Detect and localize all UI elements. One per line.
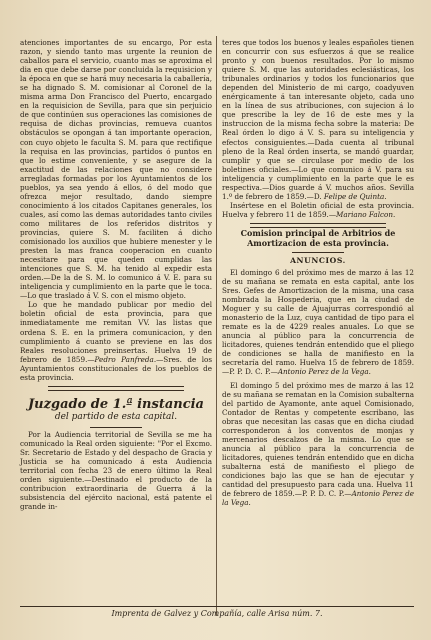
- section-divider: [48, 386, 184, 391]
- imprint-footer: Imprenta de Galvez y Compañía, calle Arisa núm. 7.: [20, 606, 414, 619]
- royal-order-text: teres que todos los buenos y leales españoles tienen en concurrir con sus esfuerzos á que se realice pronto y con buenos resultados. Por lo mismo quiere S. M. que las autoridades eclesiásticas, los tribunales ordinarios y todos los funcionarios que dependen del Ministerio de mi cargo, coadyuven enérgicamente á tan interesante objeto, cada uno en la línea de sus atribuciones, con sujecion á lo que prescribe la ley de 16 de este mes y la instruccion de la misma fecha sobre la materia: De Real órden lo digo á V. S. para su inteligencia y efectos consiguientes.—Dada cuenta al tribunal pleno de la Real órden inserta, se mandó guardar, cumplir y que se circulase por medio de los boletines oficiales.—Lo que comunico á V. para su inteligencia y cumplimiento en la parte que le es respectiva.—Dios guarde á V. muchos años. Sevilla 1.º de febrero de 1859.—D.: [222, 38, 414, 201]
- signature-felipe-quinta: Felipe de Quinta.: [323, 191, 387, 201]
- short-rule-2: [292, 252, 344, 253]
- column-divider: [216, 36, 217, 616]
- commission-title: Comision principal de Arbitrios de Amortizacion de esta provincia.: [240, 227, 396, 248]
- anuncios-heading: ANUNCIOS.: [290, 255, 346, 265]
- right-paragraph-2: [222, 201, 414, 219]
- left-paragraph-2: [20, 300, 212, 381]
- anuncio-2: [222, 381, 414, 508]
- anuncio-1-signature: Antonio Perez de la Vega.: [277, 367, 371, 377]
- anuncio-2-text: El domingo 5 del próximo mes de marzo á las 12 de su mañana se rematan en la Comision subalterna del partido de Ayamonte, ante aquel Comisionado, Contador de Rentas y competente escribano, las obras que necesitan las casas que en dicha ciudad corresponderon á los conventos de monjas y mercenarios descalzos de la misma. Lo que se anuncia al público para la concurrencia de licitadores, quienes tendrán entendido que en dicha subalterna está de manifiesto el pliego de condiciones bajo las que se han de ejecutar y cantidad del presupuesto para cada una. Huelva 11 de febrero de 1859.—P. P. D. C. P.—: [222, 380, 414, 499]
- signature-pedro-panfreda: Pedro Panfreda.: [94, 354, 157, 364]
- signature-mariano-falcon: Mariano Falcon.: [336, 209, 396, 219]
- anuncio-1-text: El domingo 6 del próximo mes de marzo á las 12 de su mañana se remata en esta capital, ante los Sres. Gefes de Amortizacion de la misma, una casa nombrada la Hospederia, que en la ciudad de Moguer y su calle de Ajuajurras correspondió al monasterio de la Luz, cuya cantidad de tipo para el remate es la de 4229 reales anuales. Lo que se anuncia al público para la concurrencia de licitadores, quienes tendrán entendido que el pliego de condiciones se halla de manifiesto en la secretaría del ramo. Huelva 15 de febrero de 1859.—P. P. D. C. P.—: [222, 267, 414, 377]
- juzgado-subtitle: del partido de esta capital.: [54, 411, 178, 422]
- right-paragraph-1: [222, 38, 414, 201]
- closing-text: —Sres. de los Ayuntamientos constitucionales de los pueblos de esta provincia.: [20, 354, 213, 382]
- insertese-text: Insértese en el Boletin oficial de esta provincia. Huelva y febrero 11 de 1859.—: [222, 200, 414, 219]
- short-rule: [90, 427, 142, 428]
- anuncio-1: [222, 268, 414, 377]
- left-paragraph-3: Por la Audiencia territorial de Sevilla se me ha comunicado la Real orden siguiente: "Por el Excmo. Sr. Secretario de Estado y del despacho de Gracia y Justicia se ha comunicado á esta Audiencia territorial con fecha 23 de enero último la Real orden siguiente.—Destinado el producto de la contribucion extraordinaria de Guerra á la subsistencia del ejército nacional, está patente el grande in-: [20, 429, 212, 512]
- anuncio-2-signature: Antonio Perez de la Vega.: [222, 489, 414, 508]
- left-paragraph-1: atenciones importantes de su encargo, Por esta razon, y siendo tanto mas urgente la reunion de caballos para el servicio, cuanto mas se aproxima el dia en que debe darse por concluida la requisicion y la época en que se hará muy necesaria la caballería, se ha dignado S. M. comisionar al Coronel de la misma arma Don Francisco del Puerto, encargado en la requisicion de Sevilla, para que sin perjuicio de que continúen sus operaciones las comisiones de requisa de dichas provincias, remueva cuantos obstáculos se opongan á tan importante operacion, con cuyo objeto le faculta S. M. para que rectifique la requisa en las provincias, partidos ó puntos en que lo estime conveniente, y se asegure de la exactitud de las relaciones que no considere arregladas formadas por los Ayuntamientos de los pueblos, ya sea yendo á ellos, ó del modo que ofrezca mejor resultado, dando siempre conocimiento á los citados Capitanes generales, los cuales, así como las demas autoridades tanto civiles como militares de los referidos distritos y provincias, quiere S. M. faciliten á dicho comisionado los auxilios que hubiere menester y le presten la mas franca cooperacion en cuanto necesitare para que queden cumplidas las intenciones que S. M. ha tenido al expedir esta orden.—De la de S. M. lo comunico á V. E. para su inteligencia y cumplimiento en la parte que le toca.—Lo que traslado á V. S. con el mismo objeto.: [20, 38, 212, 301]
- juzgado-title: Juzgado de 1.ª instancia: [28, 396, 204, 412]
- publication-order-text: Lo que he mandado publicar por medio del boletin oficial de esta provincia, para que inmediatamente me remitan VV. las listas que ordena S. E. en la primera comunicacion, y den cumplimiento á cuanto se previene en las dos Reales resoluciones preinsertas. Huelva 19 de febrero de 1859.—: [20, 300, 212, 364]
- left-column: [20, 38, 212, 511]
- right-column: [222, 38, 414, 507]
